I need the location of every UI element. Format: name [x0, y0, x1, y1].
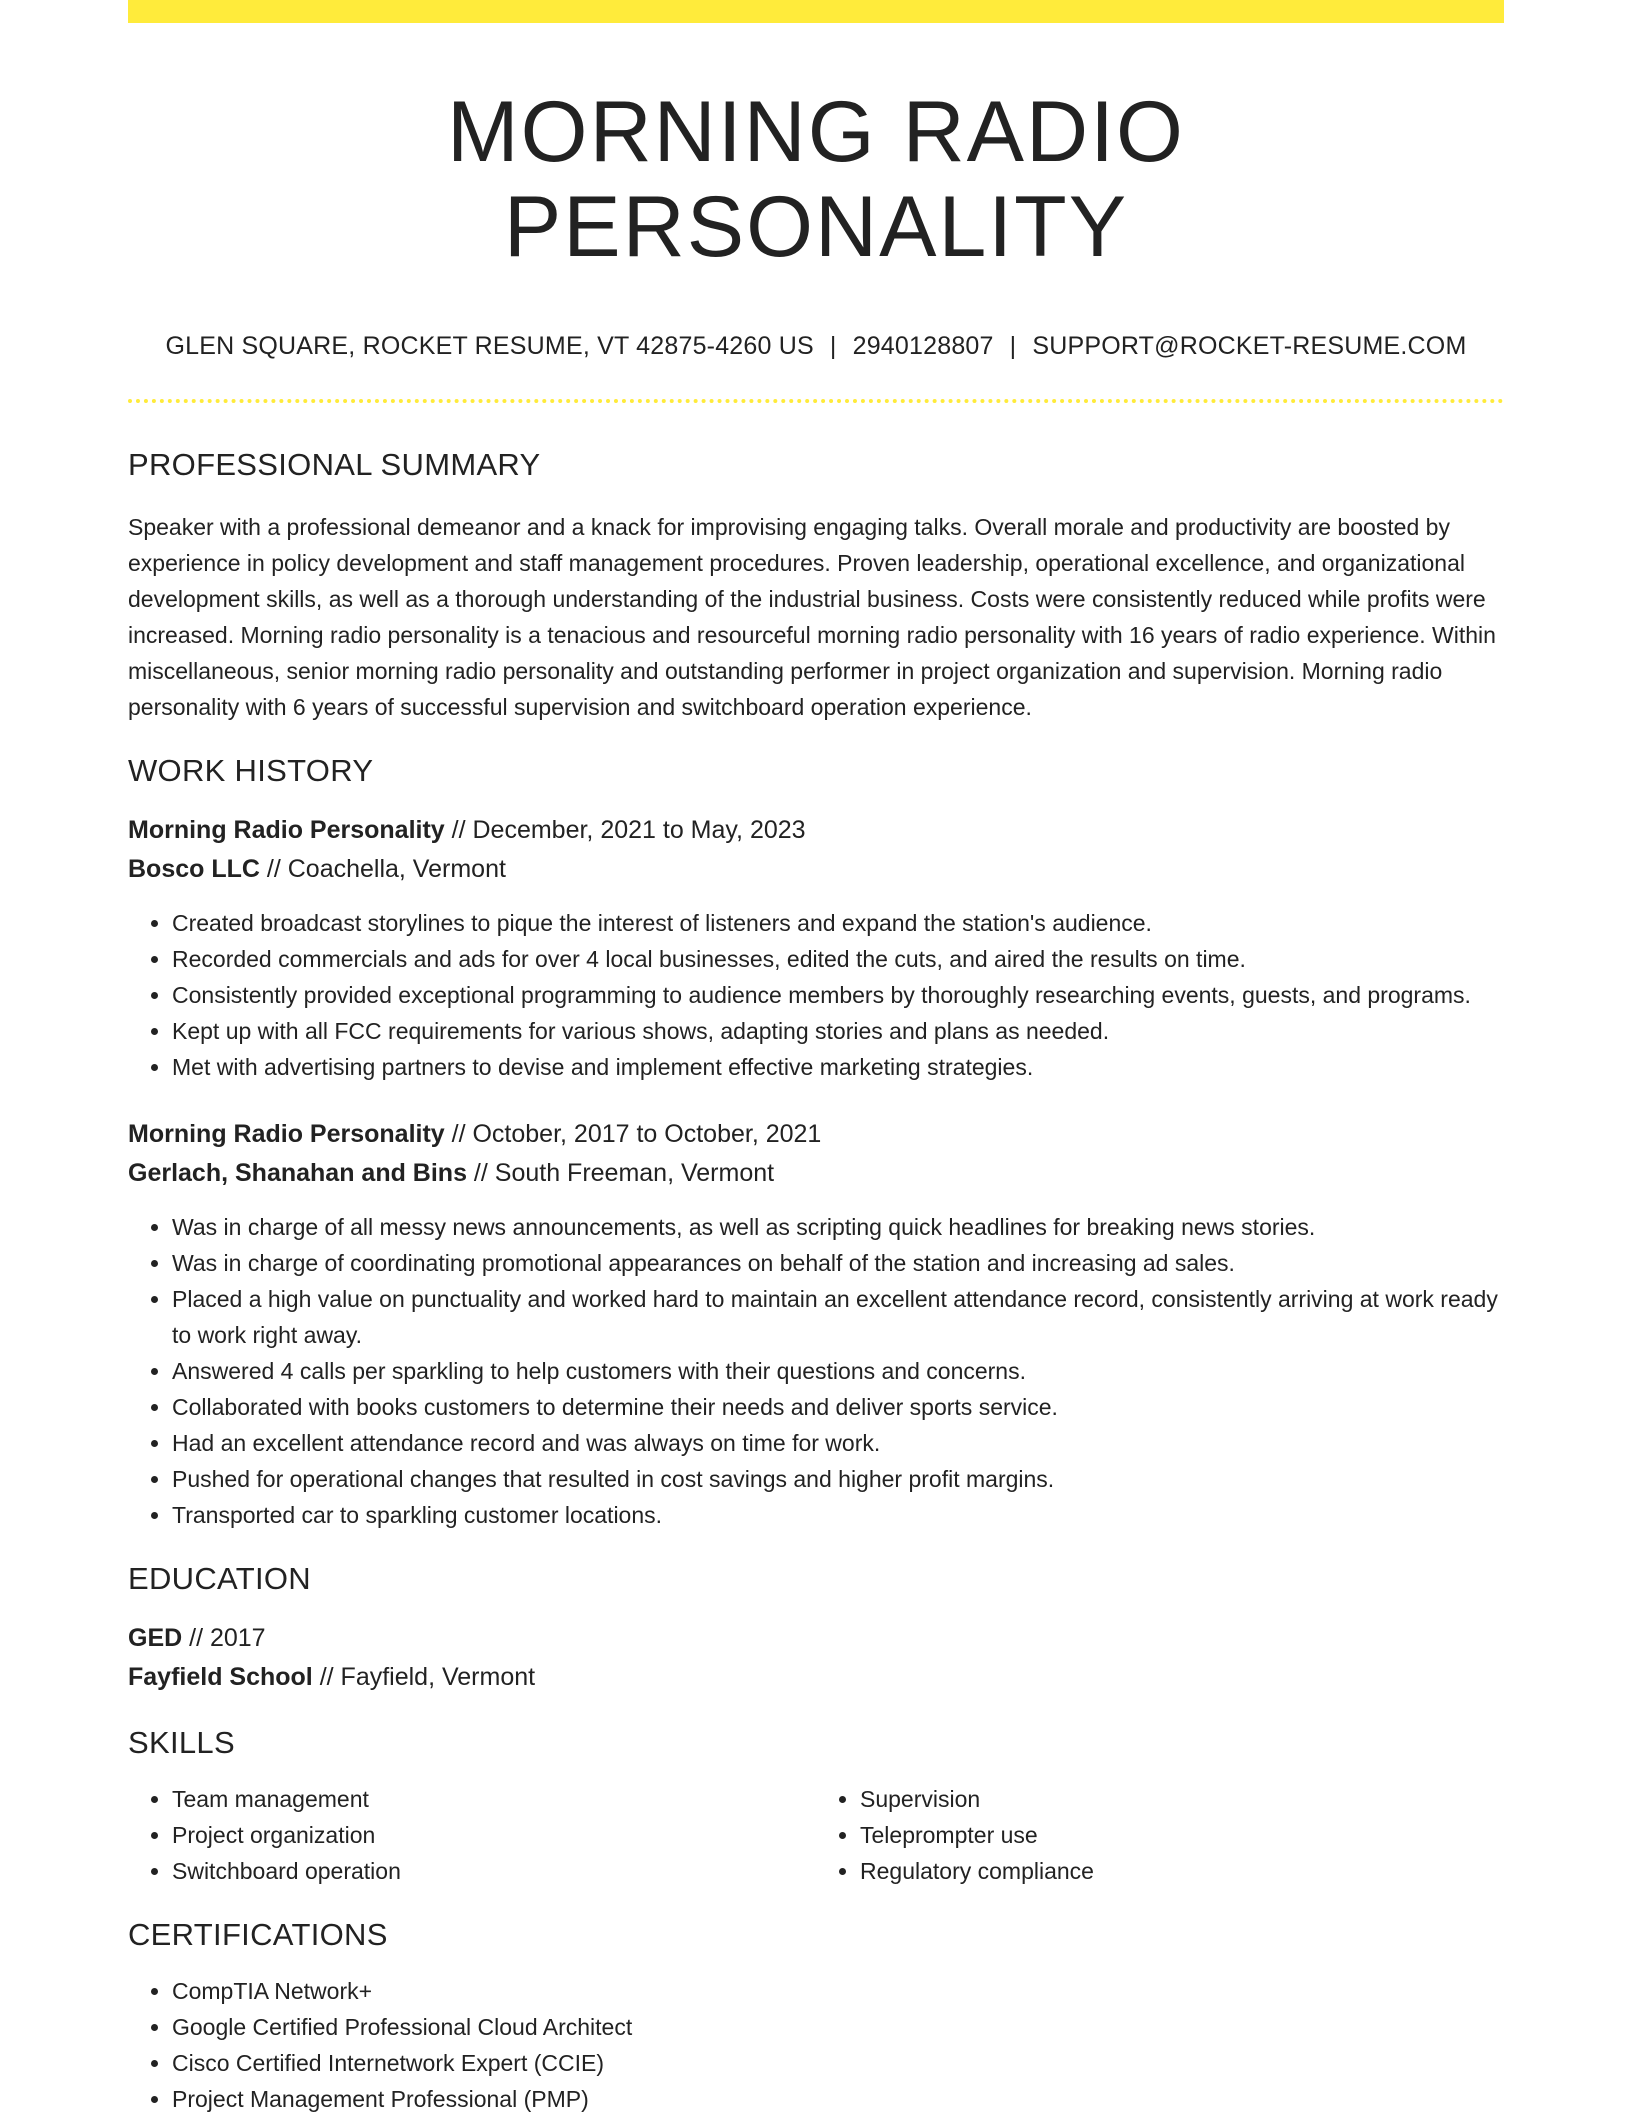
list-item: • Placed a high value on punctuality and worked hard to maintain an excellent attendance record, consistently arriving at work ready to work right away. [172, 1281, 1504, 1353]
contact-email: SUPPORT@ROCKET-RESUME.COM [1032, 332, 1467, 361]
contact-separator: | [1009, 332, 1017, 361]
skills-column-left [128, 1781, 816, 1889]
job-company-line [128, 1154, 1504, 1193]
school-location: // Fayfield, Vermont [312, 1663, 536, 1692]
top-accent-bar [128, 0, 1504, 23]
job-entry [128, 1115, 1504, 1533]
list-item: • Was in charge of coordinating promotional appearances on behalf of the station and increasing ad sales. [172, 1245, 1504, 1281]
job-company: Bosco LLC [128, 855, 260, 884]
list-item: • Pushed for operational changes that resulted in cost savings and higher profit margins. [172, 1461, 1504, 1497]
work-history-section [128, 753, 1504, 1533]
job-title-line [128, 811, 1504, 850]
certification-item: • CompTIA Network+ [172, 1973, 1504, 2009]
skill-item: • Supervision [860, 1781, 1504, 1817]
section-title: WORK HISTORY [128, 753, 374, 789]
job-dates: // October, 2017 to October, 2021 [444, 1120, 822, 1149]
contact-address: GLEN SQUARE, ROCKET RESUME, VT 42875-4260 US [165, 332, 814, 361]
section-title: CERTIFICATIONS [128, 1917, 388, 1953]
section-title: EDUCATION [128, 1561, 311, 1597]
skill-item: • Project organization [172, 1817, 816, 1853]
list-item: • Kept up with all FCC requirements for various shows, adapting stories and plans as needed. [172, 1013, 1504, 1049]
list-item: • Consistently provided exceptional programming to audience members by thoroughly researching events, guests, and programs. [172, 977, 1504, 1013]
degree-year: // 2017 [182, 1624, 266, 1653]
contact-line [128, 332, 1504, 361]
list-item: • Recorded commercials and ads for over 4 local businesses, edited the cuts, and aired the results on time. [172, 941, 1504, 977]
job-bullets [128, 1209, 1504, 1533]
job-title-line [128, 1115, 1504, 1154]
certification-item: • Google Certified Professional Cloud Architect [172, 2009, 1504, 2045]
certifications-list [128, 1973, 1504, 2117]
skill-item: • Team management [172, 1781, 816, 1817]
list-item: • Met with advertising partners to devise and implement effective marketing strategies. [172, 1049, 1504, 1085]
list-item: • Was in charge of all messy news announcements, as well as scripting quick headlines for breaking news stories. [172, 1209, 1504, 1245]
skills-column-right [816, 1781, 1504, 1889]
certification-item: • Project Management Professional (PMP) [172, 2081, 1504, 2117]
school-name: Fayfield School [128, 1663, 313, 1692]
list-item: • Created broadcast storylines to pique the interest of listeners and expand the station's audience. [172, 905, 1504, 941]
job-dates: // December, 2021 to May, 2023 [444, 816, 806, 845]
section-title: SKILLS [128, 1725, 235, 1761]
contact-phone: 2940128807 [852, 332, 994, 361]
list-item: • Collaborated with books customers to determine their needs and deliver sports service. [172, 1389, 1504, 1425]
resume-page [128, 0, 1504, 2117]
list-item: • Answered 4 calls per sparkling to help customers with their questions and concerns. [172, 1353, 1504, 1389]
list-item: • Had an excellent attendance record and was always on time for work. [172, 1425, 1504, 1461]
summary-text: Speaker with a professional demeanor and a knack for improvising engaging talks. Overall morale and productivity are boosted by experience in policy development and staff management procedures. Proven leadership, operational excellence, and organizational development skills, as well as a thorough understanding of the industrial business. Costs were consistently reduced while profits were increased. Morning radio personality is a tenacious and resourceful morning radio personality with 16 years of radio experience. Within miscellaneous, senior morning radio personality and outstanding performer in project organization and supervision. Morning radio personality with 6 years of successful supervision and switchboard operation experience. [128, 514, 1496, 721]
skill-item: • Regulatory compliance [860, 1853, 1504, 1889]
dotted-divider [128, 399, 1504, 403]
contact-separator: | [829, 332, 837, 361]
education-entry [128, 1619, 1504, 1697]
job-company-line [128, 850, 1504, 889]
school-line [128, 1658, 1504, 1697]
job-location: // Coachella, Vermont [259, 855, 506, 884]
list-item: • Transported car to sparkling customer locations. [172, 1497, 1504, 1533]
certifications-section [128, 1917, 1504, 2117]
job-role: Morning Radio Personality [128, 816, 445, 845]
degree-line [128, 1619, 1504, 1658]
job-role: Morning Radio Personality [128, 1120, 445, 1149]
job-location: // South Freeman, Vermont [466, 1159, 775, 1188]
section-title: PROFESSIONAL SUMMARY [128, 447, 541, 483]
candidate-name: MORNING RADIO PERSONALITY [447, 84, 1185, 275]
degree: GED [128, 1624, 183, 1653]
skill-item: • Teleprompter use [860, 1817, 1504, 1853]
education-section [128, 1561, 1504, 1697]
job-company: Gerlach, Shanahan and Bins [128, 1159, 467, 1188]
skills-section [128, 1725, 1504, 1889]
skills-grid [128, 1781, 1504, 1889]
summary-section [128, 447, 1504, 725]
job-entry [128, 811, 1504, 1085]
certification-item: • Cisco Certified Internetwork Expert (CCIE) [172, 2045, 1504, 2081]
skill-item: • Switchboard operation [172, 1853, 816, 1889]
job-bullets [128, 905, 1504, 1085]
